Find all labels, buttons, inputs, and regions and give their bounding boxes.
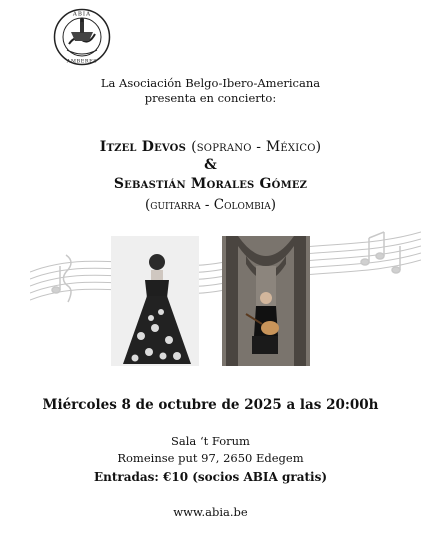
event-address: Romeinse put 97, 2650 Edegem [117,451,304,465]
performer-2-name: Sebastián Morales Gómez [113,176,308,192]
performer-1-role: (soprano - México) [191,139,322,155]
guitarist-photo [222,236,310,366]
performer-1 [0,139,421,155]
intro-line-2: presenta en concierto: [144,91,277,105]
event-date: Miércoles 8 de octubre de 2025 a las 20:00h [42,397,379,413]
svg-text:AMBERES: AMBERES [66,58,98,65]
soprano-photo [111,236,199,366]
performer-2-role: (guitarra - Colombia) [144,197,277,213]
ampersand: & [204,157,217,173]
website-link[interactable]: www.abia.be [173,505,248,519]
svg-text:ABIA: ABIA [72,11,92,18]
event-tickets: Entradas: €10 (socios ABIA gratis) [93,470,328,484]
event-venue: Sala ‘t Forum [171,434,250,448]
performer-1-name: Itzel Devos [99,139,187,155]
abia-logo-seal [53,8,111,66]
intro-line-1: La Asociación Belgo-Ibero-Americana [100,76,321,90]
